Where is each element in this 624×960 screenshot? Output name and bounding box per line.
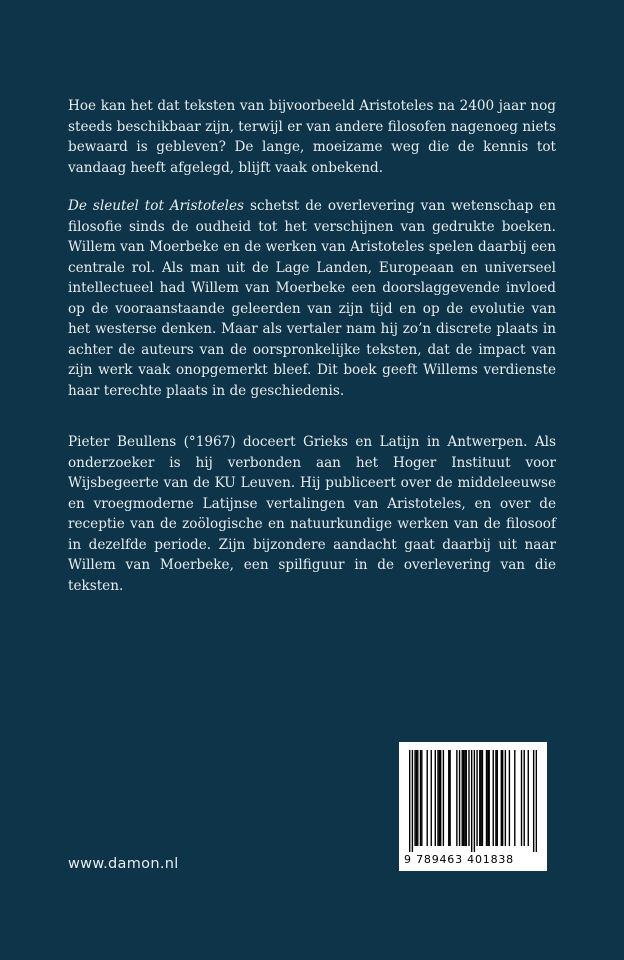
barcode-bar — [439, 750, 440, 846]
barcode-bar — [479, 750, 480, 846]
barcode-bar — [501, 750, 502, 846]
barcode-bar — [459, 750, 460, 846]
barcode-bar — [466, 750, 467, 846]
barcode-bar — [521, 750, 522, 846]
barcode-bar — [474, 750, 475, 852]
barcode-bar — [414, 750, 415, 846]
barcode-bar — [437, 750, 438, 846]
barcode-bar — [536, 750, 537, 852]
barcode-bar — [417, 750, 418, 846]
barcode-bar — [420, 750, 421, 846]
barcode-bar — [493, 750, 494, 846]
description-text: schetst de overlevering van wetenschap en filosofie sinds de oudheid tot het verschijnen van gedrukte boeken. Willem van Moerbeke en de werken van Aristoteles spelen daarbij een centrale rol. Als man uit de Lage Landen, Europeaan en universeel intellectueel had Willem van Moerbeke een doorslaggevende invloed op de vooraanstaande geleerden van zijn tijd en op de evolutie van het westerse denken. Maar als vertaler nam hij zo’n discrete plaats in achter de auteurs van de oorspronkelijke teksten, dat de impact van zijn werk vaak onopgemerkt bleef. Dit boek geeft Willems verdienste haar terechte plaats in de geschiedenis. — [68, 198, 556, 399]
barcode-bar — [421, 750, 422, 846]
barcode-bar — [497, 750, 498, 846]
barcode-bar — [449, 750, 450, 846]
barcode-bar — [443, 750, 444, 846]
barcode-bar — [505, 750, 506, 846]
isbn-digits: 9 789463 401838 — [404, 853, 514, 866]
barcode-bar — [427, 750, 428, 846]
barcode-bar — [448, 750, 449, 846]
barcode-bar — [409, 750, 410, 852]
barcode-bar — [486, 750, 487, 846]
barcode-bars — [409, 750, 537, 852]
description-paragraph — [68, 196, 556, 401]
barcode-bar — [468, 750, 469, 846]
barcode-bar — [440, 750, 441, 846]
barcode-bar — [464, 750, 465, 846]
barcode-bar — [416, 750, 417, 846]
barcode-bar — [431, 750, 432, 846]
barcode-bar — [528, 750, 529, 846]
barcode-bar — [471, 750, 472, 852]
publisher-url[interactable]: www.damon.nl — [68, 856, 179, 872]
barcode-bar — [533, 750, 534, 852]
barcode-bar — [495, 750, 496, 846]
author-bio-paragraph: Pieter Beullens (°1967) doceert Grieks en Latijn in Antwerpen. Als onderzoeker is hij verbonden aan het Hoger Instituut voor Wijsbegeerte van de KU Leuven. Hij publiceert over de middeleeuwse en vroegmoderne Latijnse vertalingen van Aristoteles, en over de receptie van de zoölogische en natuurkundige werken van de filosoof in dezelfde periode. Zijn bijzondere aandacht gaat daarbij uit naar Willem van Moerbeke, een spilfiguur in de overlevering van die teksten. — [68, 434, 556, 594]
book-title: De sleutel tot Aristoteles — [68, 198, 245, 214]
barcode-bar — [509, 750, 510, 846]
isbn-barcode — [399, 742, 547, 871]
barcode-bar — [476, 750, 477, 846]
barcode-bar — [412, 750, 413, 852]
barcode-bar — [463, 750, 464, 846]
barcode-bar — [480, 750, 481, 846]
barcode-bar — [462, 750, 463, 846]
barcode-bar — [435, 750, 436, 846]
barcode-bar — [487, 750, 488, 846]
barcode-bar — [456, 750, 457, 846]
barcode-bar — [488, 750, 489, 846]
barcode-bar — [482, 750, 483, 846]
barcode-bar — [514, 750, 515, 846]
barcode-bar — [502, 750, 503, 846]
intro-paragraph: Hoe kan het dat teksten van bijvoorbeeld Aristoteles na 2400 jaar nog steeds beschikbaar zijn, terwijl er van andere filosofen nagenoeg niets bewaard is gebleven? De lange, moeizame weg die de kennis tot vandaag heeft afgelegd, blijft vaak onbekend. — [68, 98, 556, 176]
barcode-bar — [524, 750, 525, 846]
